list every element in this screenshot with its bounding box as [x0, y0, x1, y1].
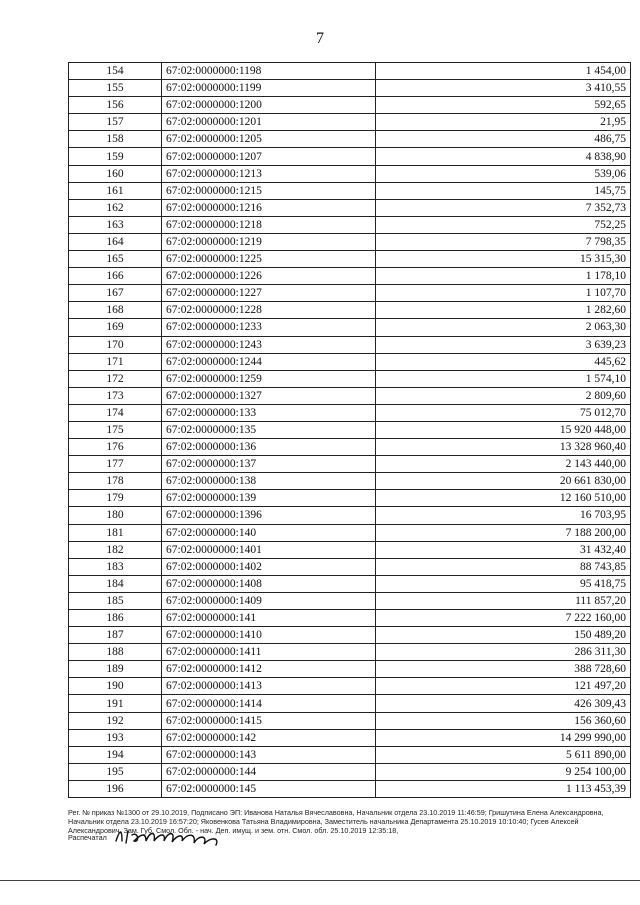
registry-table: [68, 62, 631, 798]
row-number-cell: 183: [69, 558, 162, 575]
table-row: [69, 285, 631, 302]
cadastral-number-cell: 67:02:0000000:1205: [162, 131, 376, 148]
amount-cell: 14 299 990,00: [376, 729, 631, 746]
table-row: [69, 302, 631, 319]
row-number-cell: 155: [69, 80, 162, 97]
row-number-cell: 156: [69, 97, 162, 114]
row-number-cell: 167: [69, 285, 162, 302]
amount-cell: 21,95: [376, 114, 631, 131]
cadastral-number-cell: 67:02:0000000:1201: [162, 114, 376, 131]
table-row: [69, 165, 631, 182]
registry-rows: [69, 63, 631, 798]
row-number-cell: 158: [69, 131, 162, 148]
cadastral-number-cell: 67:02:0000000:1411: [162, 644, 376, 661]
amount-cell: 1 107,70: [376, 285, 631, 302]
row-number-cell: 169: [69, 319, 162, 336]
cadastral-number-cell: 67:02:0000000:1200: [162, 97, 376, 114]
row-number-cell: 182: [69, 541, 162, 558]
amount-cell: 111 857,20: [376, 592, 631, 609]
amount-cell: 388 728,60: [376, 661, 631, 678]
amount-cell: 426 309,43: [376, 695, 631, 712]
amount-cell: 16 703,95: [376, 507, 631, 524]
row-number-cell: 179: [69, 490, 162, 507]
amount-cell: 3 639,23: [376, 336, 631, 353]
cadastral-number-cell: 67:02:0000000:1215: [162, 182, 376, 199]
cadastral-number-cell: 67:02:0000000:135: [162, 421, 376, 438]
cadastral-number-cell: 67:02:0000000:1207: [162, 148, 376, 165]
table-row: [69, 199, 631, 216]
table-row: [69, 182, 631, 199]
row-number-cell: 173: [69, 387, 162, 404]
cadastral-number-cell: 67:02:0000000:1327: [162, 387, 376, 404]
amount-cell: 20 661 830,00: [376, 473, 631, 490]
table-row: [69, 610, 631, 627]
cadastral-number-cell: 67:02:0000000:1410: [162, 627, 376, 644]
row-number-cell: 175: [69, 421, 162, 438]
table-row: [69, 507, 631, 524]
cadastral-number-cell: 67:02:0000000:1415: [162, 712, 376, 729]
amount-cell: 486,75: [376, 131, 631, 148]
page-number: 7: [316, 30, 324, 47]
table-row: [69, 678, 631, 695]
table-row: [69, 729, 631, 746]
table-row: [69, 251, 631, 268]
cadastral-number-cell: 67:02:0000000:1402: [162, 558, 376, 575]
table-row: [69, 627, 631, 644]
table-row: [69, 541, 631, 558]
amount-cell: 12 160 510,00: [376, 490, 631, 507]
row-number-cell: 164: [69, 233, 162, 250]
amount-cell: 752,25: [376, 216, 631, 233]
cadastral-number-cell: 67:02:0000000:1412: [162, 661, 376, 678]
table-row: [69, 575, 631, 592]
cadastral-number-cell: 67:02:0000000:144: [162, 763, 376, 780]
cadastral-number-cell: 67:02:0000000:139: [162, 490, 376, 507]
amount-cell: 75 012,70: [376, 404, 631, 421]
cadastral-number-cell: 67:02:0000000:141: [162, 610, 376, 627]
cadastral-number-cell: 67:02:0000000:1401: [162, 541, 376, 558]
cadastral-number-cell: 67:02:0000000:1243: [162, 336, 376, 353]
cadastral-number-cell: 67:02:0000000:1228: [162, 302, 376, 319]
cadastral-number-cell: 67:02:0000000:1408: [162, 575, 376, 592]
row-number-cell: 187: [69, 627, 162, 644]
cadastral-number-cell: 67:02:0000000:137: [162, 456, 376, 473]
table-row: [69, 558, 631, 575]
amount-cell: 145,75: [376, 182, 631, 199]
cadastral-number-cell: 67:02:0000000:1244: [162, 353, 376, 370]
table-row: [69, 661, 631, 678]
cadastral-number-cell: 67:02:0000000:1198: [162, 63, 376, 80]
amount-cell: 2 809,60: [376, 387, 631, 404]
page-bottom-rule: [0, 880, 640, 881]
cadastral-number-cell: 67:02:0000000:1216: [162, 199, 376, 216]
row-number-cell: 178: [69, 473, 162, 490]
amount-cell: 15 920 448,00: [376, 421, 631, 438]
table-row: [69, 387, 631, 404]
cadastral-number-cell: 67:02:0000000:1226: [162, 268, 376, 285]
row-number-cell: 188: [69, 644, 162, 661]
amount-cell: 7 222 160,00: [376, 610, 631, 627]
row-number-cell: 180: [69, 507, 162, 524]
amount-cell: 121 497,20: [376, 678, 631, 695]
row-number-cell: 162: [69, 199, 162, 216]
cadastral-number-cell: 67:02:0000000:145: [162, 780, 376, 797]
amount-cell: 88 743,85: [376, 558, 631, 575]
table-row: [69, 216, 631, 233]
amount-cell: 7 798,35: [376, 233, 631, 250]
row-number-cell: 166: [69, 268, 162, 285]
table-row: [69, 780, 631, 797]
amount-cell: 1 454,00: [376, 63, 631, 80]
cadastral-number-cell: 67:02:0000000:133: [162, 404, 376, 421]
table-row: [69, 712, 631, 729]
cadastral-number-cell: 67:02:0000000:138: [162, 473, 376, 490]
row-number-cell: 181: [69, 524, 162, 541]
amount-cell: 445,62: [376, 353, 631, 370]
amount-cell: 3 410,55: [376, 80, 631, 97]
table-row: [69, 439, 631, 456]
row-number-cell: 189: [69, 661, 162, 678]
cadastral-number-cell: 67:02:0000000:1413: [162, 678, 376, 695]
table-row: [69, 63, 631, 80]
table-row: [69, 353, 631, 370]
table-row: [69, 644, 631, 661]
amount-cell: 2 063,30: [376, 319, 631, 336]
amount-cell: 13 328 960,40: [376, 439, 631, 456]
amount-cell: 15 315,30: [376, 251, 631, 268]
amount-cell: 1 574,10: [376, 370, 631, 387]
row-number-cell: 194: [69, 746, 162, 763]
cadastral-number-cell: 67:02:0000000:1233: [162, 319, 376, 336]
amount-cell: 9 254 100,00: [376, 763, 631, 780]
table-row: [69, 763, 631, 780]
cadastral-number-cell: 67:02:0000000:1259: [162, 370, 376, 387]
cadastral-number-cell: 67:02:0000000:1225: [162, 251, 376, 268]
cadastral-number-cell: 67:02:0000000:143: [162, 746, 376, 763]
row-number-cell: 159: [69, 148, 162, 165]
table-row: [69, 404, 631, 421]
row-number-cell: 185: [69, 592, 162, 609]
row-number-cell: 176: [69, 439, 162, 456]
table-row: [69, 233, 631, 250]
table-row: [69, 97, 631, 114]
table-row: [69, 131, 631, 148]
amount-cell: 1 178,10: [376, 268, 631, 285]
amount-cell: 95 418,75: [376, 575, 631, 592]
table-row: [69, 148, 631, 165]
cadastral-number-cell: 67:02:0000000:1199: [162, 80, 376, 97]
amount-cell: 592,65: [376, 97, 631, 114]
row-number-cell: 195: [69, 763, 162, 780]
amount-cell: 1 282,60: [376, 302, 631, 319]
cadastral-number-cell: 67:02:0000000:136: [162, 439, 376, 456]
row-number-cell: 184: [69, 575, 162, 592]
row-number-cell: 154: [69, 63, 162, 80]
table-row: [69, 370, 631, 387]
row-number-cell: 161: [69, 182, 162, 199]
table-row: [69, 524, 631, 541]
amount-cell: 2 143 440,00: [376, 456, 631, 473]
row-number-cell: 172: [69, 370, 162, 387]
row-number-cell: 174: [69, 404, 162, 421]
row-number-cell: 171: [69, 353, 162, 370]
amount-cell: 7 188 200,00: [376, 524, 631, 541]
handwritten-signature: [112, 825, 232, 852]
table-row: [69, 114, 631, 131]
row-number-cell: 191: [69, 695, 162, 712]
cadastral-number-cell: 67:02:0000000:140: [162, 524, 376, 541]
table-row: [69, 456, 631, 473]
table-row: [69, 473, 631, 490]
table-row: [69, 695, 631, 712]
table-row: [69, 592, 631, 609]
row-number-cell: 170: [69, 336, 162, 353]
amount-cell: 4 838,90: [376, 148, 631, 165]
row-number-cell: 186: [69, 610, 162, 627]
cadastral-number-cell: 67:02:0000000:1213: [162, 165, 376, 182]
amount-cell: 31 432,40: [376, 541, 631, 558]
row-number-cell: 193: [69, 729, 162, 746]
printed-by-label: Распечатал: [68, 833, 107, 842]
cadastral-number-cell: 67:02:0000000:1218: [162, 216, 376, 233]
row-number-cell: 163: [69, 216, 162, 233]
table-row: [69, 336, 631, 353]
row-number-cell: 168: [69, 302, 162, 319]
table-row: [69, 746, 631, 763]
amount-cell: 156 360,60: [376, 712, 631, 729]
amount-cell: 539,06: [376, 165, 631, 182]
cadastral-number-cell: 67:02:0000000:1219: [162, 233, 376, 250]
row-number-cell: 177: [69, 456, 162, 473]
cadastral-number-cell: 67:02:0000000:1396: [162, 507, 376, 524]
row-number-cell: 160: [69, 165, 162, 182]
amount-cell: 150 489,20: [376, 627, 631, 644]
amount-cell: 7 352,73: [376, 199, 631, 216]
row-number-cell: 165: [69, 251, 162, 268]
row-number-cell: 192: [69, 712, 162, 729]
table-row: [69, 421, 631, 438]
cadastral-number-cell: 67:02:0000000:1409: [162, 592, 376, 609]
table-row: [69, 80, 631, 97]
row-number-cell: 190: [69, 678, 162, 695]
cadastral-number-cell: 67:02:0000000:1227: [162, 285, 376, 302]
row-number-cell: 157: [69, 114, 162, 131]
table-row: [69, 319, 631, 336]
row-number-cell: 196: [69, 780, 162, 797]
table-row: [69, 490, 631, 507]
amount-cell: 286 311,30: [376, 644, 631, 661]
cadastral-number-cell: 67:02:0000000:1414: [162, 695, 376, 712]
amount-cell: 5 611 890,00: [376, 746, 631, 763]
table-row: [69, 268, 631, 285]
amount-cell: 1 113 453,39: [376, 780, 631, 797]
signature-registration-note: Рег. № приказ №1300 от 29.10.2019, Подписано ЭП: Иванова Наталья Вячеславовна, Начальник отдела 23.10.2019 11:46:59; Гришутина Елена Александровна, Начальник отдела 23.10.2019 16:57:20; Яковенкова Татьяна Владимировна, Заместитель начальника Департамента 25.10.2019 10:10:40; Гусев Алексей Александрович, Зам. Губ. Смол. Обл. - нач. Деп. имущ. и зем. отн. Смол. обл. 25.10.2019 12:35:18,: [68, 808, 604, 835]
cadastral-number-cell: 67:02:0000000:142: [162, 729, 376, 746]
